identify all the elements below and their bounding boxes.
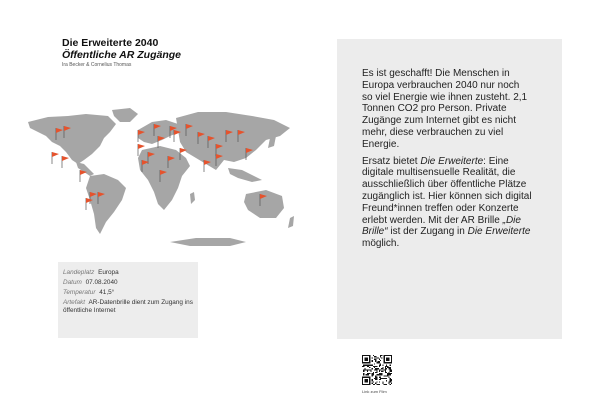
date-label: Datum [63, 279, 82, 287]
new-zealand-shape [288, 216, 294, 228]
africa-shape [138, 146, 190, 210]
flag-icon [158, 136, 165, 148]
story-paragraph-1: Es ist geschafft! Die Menschen in Europa verbrauchen 2040 nur noch so viel Energie wie ihnen zusteht. 2,1 Tonnen CO2 pro Person. Private Zugänge zum Internet gibt es nicht mehr, diese verbrauchen zu viel Energie. [362, 68, 528, 150]
qr-label: Link zum Film [362, 389, 387, 394]
qr-code-icon[interactable] [362, 355, 392, 385]
central-america-shape [76, 162, 94, 176]
artifact-row [63, 299, 193, 316]
madagascar-shape [190, 192, 195, 204]
info-box [58, 262, 198, 338]
australia-shape [244, 190, 284, 218]
south-america-shape [86, 174, 126, 234]
story-text-span: ist der Zugang in [387, 226, 468, 238]
world-map-icon [20, 100, 300, 250]
flag-icon [52, 152, 59, 164]
temperature-value: 41,5° [99, 289, 115, 297]
landing-value: Europa [98, 269, 119, 276]
north-america-shape [28, 114, 116, 164]
story-emphasis: „Die Brille“ [362, 214, 521, 238]
story-text-span: möglich. [362, 238, 400, 250]
story-paragraph-2 [362, 156, 532, 250]
story-text [362, 68, 532, 255]
date-row [63, 278, 193, 288]
flag-icon [62, 156, 69, 168]
story-text-span: : Eine digitale multisensuelle Realität, die ausschließlich über öffentliche Plätze zugänglich ist. Hier können sich digital Freund*innen treffen oder Konzerte erlebt werden. Mit der AR Brille [362, 155, 532, 226]
temperature-label: Temperatur [63, 289, 96, 297]
flag-icon [80, 170, 87, 182]
date-value: 07.08.2040 [85, 279, 118, 287]
landing-row [63, 268, 193, 278]
story-text-span: Ersatz bietet [362, 155, 421, 167]
page-title: Die Erweiterte 2040 [62, 37, 159, 49]
greenland-shape [112, 108, 138, 122]
artifact-label: Artefakt [63, 298, 86, 306]
temperature-row [63, 288, 193, 298]
story-emphasis: Die Erweiterte [420, 155, 484, 167]
title-block [62, 37, 181, 70]
page-subtitle: Öffentliche AR Zugänge [62, 49, 182, 61]
antarctica-shape [170, 238, 246, 246]
southeast-asia-shape [228, 168, 262, 182]
landing-label: Landeplatz [63, 269, 95, 276]
authors: Ira Becker & Cornelius Thomas [62, 62, 132, 68]
story-emphasis: Die Erweiterte [467, 226, 531, 238]
artifact-value: AR-Datenbrille dient zum Zugang ins öffentliche Internet [63, 298, 193, 315]
